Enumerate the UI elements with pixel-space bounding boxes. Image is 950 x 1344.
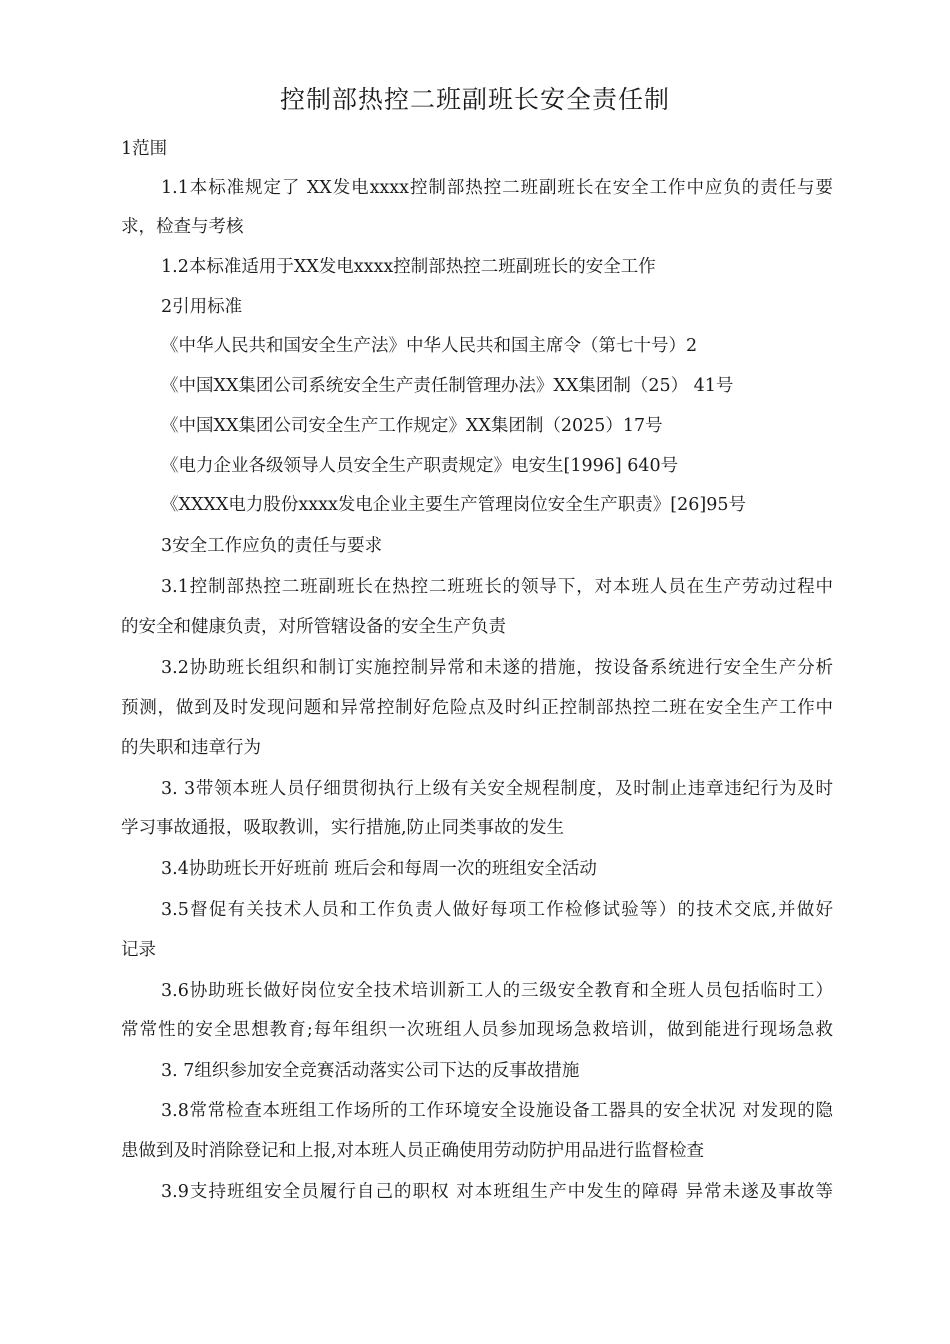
paragraph-line: 3. 7组织参加安全竞赛活动落实公司下达的反事故措施: [161, 1061, 580, 1081]
paragraph-line: 的失职和违章行为: [121, 738, 261, 758]
section-heading: 3安全工作应负的责任与要求: [161, 536, 383, 556]
paragraph-line: 求，检查与考核: [121, 217, 244, 237]
document-title: 控制部热控二班副班长安全责任制: [279, 85, 670, 114]
paragraph-line: 3.4协助班长开好班前 班后会和每周一次的班组安全活动: [161, 859, 597, 879]
paragraph-line: 学习事故通报，吸取教训，实行措施,防止同类事故的发生: [121, 818, 565, 838]
paragraph-line: 常常性的安全思想教育;每年组织一次班组人员参加现场急救培训，做到能进行现场急救: [121, 1020, 833, 1040]
paragraph-line: 3.1控制部热控二班副班长在热控二班班长的领导下，对本班人员在生产劳动过程中: [161, 577, 833, 597]
paragraph-line: 3.8常常检查本班组工作场所的工作环境安全设施设备工器具的安全状况 对发现的隐: [161, 1101, 833, 1121]
paragraph-line: 的安全和健康负责，对所管辖设备的安全生产负责: [121, 617, 506, 637]
reference-item: 《中国XX集团公司安全生产工作规定》XX集团制（2025）17号: [161, 416, 663, 436]
paragraph-line: 3. 3带领本班人员仔细贯彻执行上级有关安全规程制度，及时制止违章违纪行为及时: [161, 779, 833, 799]
reference-item: 《中华人民共和国安全生产法》中华人民共和国主席令（第七十号）2: [161, 336, 698, 356]
paragraph-line: 1.2本标准适用于XX发电xxxx控制部热控二班副班长的安全工作: [161, 257, 656, 277]
paragraph-line: 1.1本标准规定了 XX发电xxxx控制部热控二班副班长在安全工作中应负的责任与要: [161, 178, 833, 198]
section-heading: 1范围: [121, 139, 168, 159]
paragraph-line: 3.9支持班组安全员履行自己的职权 对本班组生产中发生的障碍 异常未遂及事故等: [161, 1182, 833, 1202]
paragraph-line: 3.5督促有关技术人员和工作负责人做好每项工作检修试验等）的技术交底,并做好: [161, 900, 833, 920]
section-heading: 2引用标准: [161, 297, 243, 317]
reference-item: 《中国XX集团公司系统安全生产责任制管理办法》XX集团制（25） 41号: [161, 376, 734, 396]
paragraph-line: 患做到及时消除登记和上报,对本班人员正确使用劳动防护用品进行监督检查: [121, 1141, 705, 1161]
reference-item: 《电力企业各级领导人员安全生产职责规定》电安生[1996] 640号: [161, 456, 679, 476]
paragraph-line: 预测，做到及时发现问题和异常控制好危险点及时纠正控制部热控二班在安全生产工作中: [121, 698, 833, 718]
paragraph-line: 记录: [121, 940, 156, 960]
reference-item: 《XXXX电力股份xxxx发电企业主要生产管理岗位安全生产职责》[26]95号: [161, 495, 747, 515]
paragraph-line: 3.2协助班长组织和制订实施控制异常和未遂的措施，按设备系统进行安全生产分析: [161, 658, 833, 678]
paragraph-line: 3.6协助班长做好岗位安全技术培训新工人的三级安全教育和全班人员包括临时工）: [161, 981, 833, 1001]
